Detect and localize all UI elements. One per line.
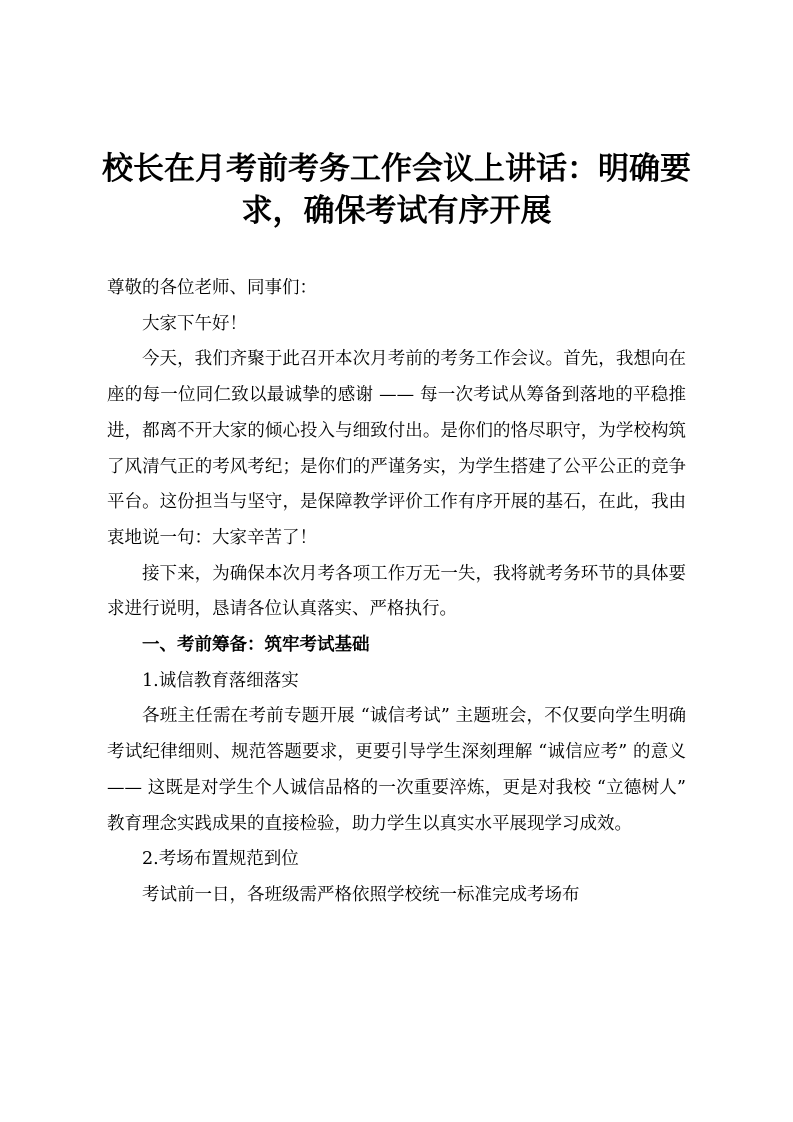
item-paragraph: 考试前一日，各班级需严格依照学校统一标准完成考场布	[142, 884, 580, 905]
document-title: 校长在月考前考务工作会议上讲话：明确要求，确保考试有序开展	[102, 151, 691, 229]
section-heading: 一、考前筹备：筑牢考试基础	[142, 635, 370, 656]
item-heading: 1.诚信教育落细落实	[142, 670, 299, 691]
paragraph-intro: 今天，我们齐聚于此召开本次月考前的考务工作会议。首先，我想向在座的每一位同仁致以最诚挚的感谢 —— 每一次考试从筹备到落地的平稳推进，都离不开大家的倾心投入与细致付出。是你们的恪尽职守，为学校构筑了风清气正的考风考纪；是你们的严谨务实，为学生搭建了公平公正的竞争平台。这份担当与坚守，是保障教学评价工作有序开展的基石，在此，我由衷地说一句：大家辛苦了！	[107, 349, 686, 548]
item-heading: 2.考场布置规范到位	[142, 849, 299, 870]
document-body	[107, 271, 686, 914]
item-paragraph: 各班主任需在考前专题开展 “诚信考试” 主题班会，不仅要向学生明确考试纪律细则、规范答题要求，更要引导学生深刻理解 “诚信应考” 的意义 —— 这既是对学生个人诚信品格的一次重要淬炼，更是对我校 “立德树人” 教育理念实践成果的直接检验，助力学生以真实水平展现学习成效。	[107, 706, 686, 834]
paragraph-transition: 接下来，为确保本次月考各项工作万无一失，我将就考务环节的具体要求进行说明，恳请各位认真落实、严格执行。	[107, 563, 686, 620]
greeting: 大家下午好！	[142, 313, 247, 334]
salutation: 尊敬的各位老师、同事们：	[107, 278, 317, 298]
